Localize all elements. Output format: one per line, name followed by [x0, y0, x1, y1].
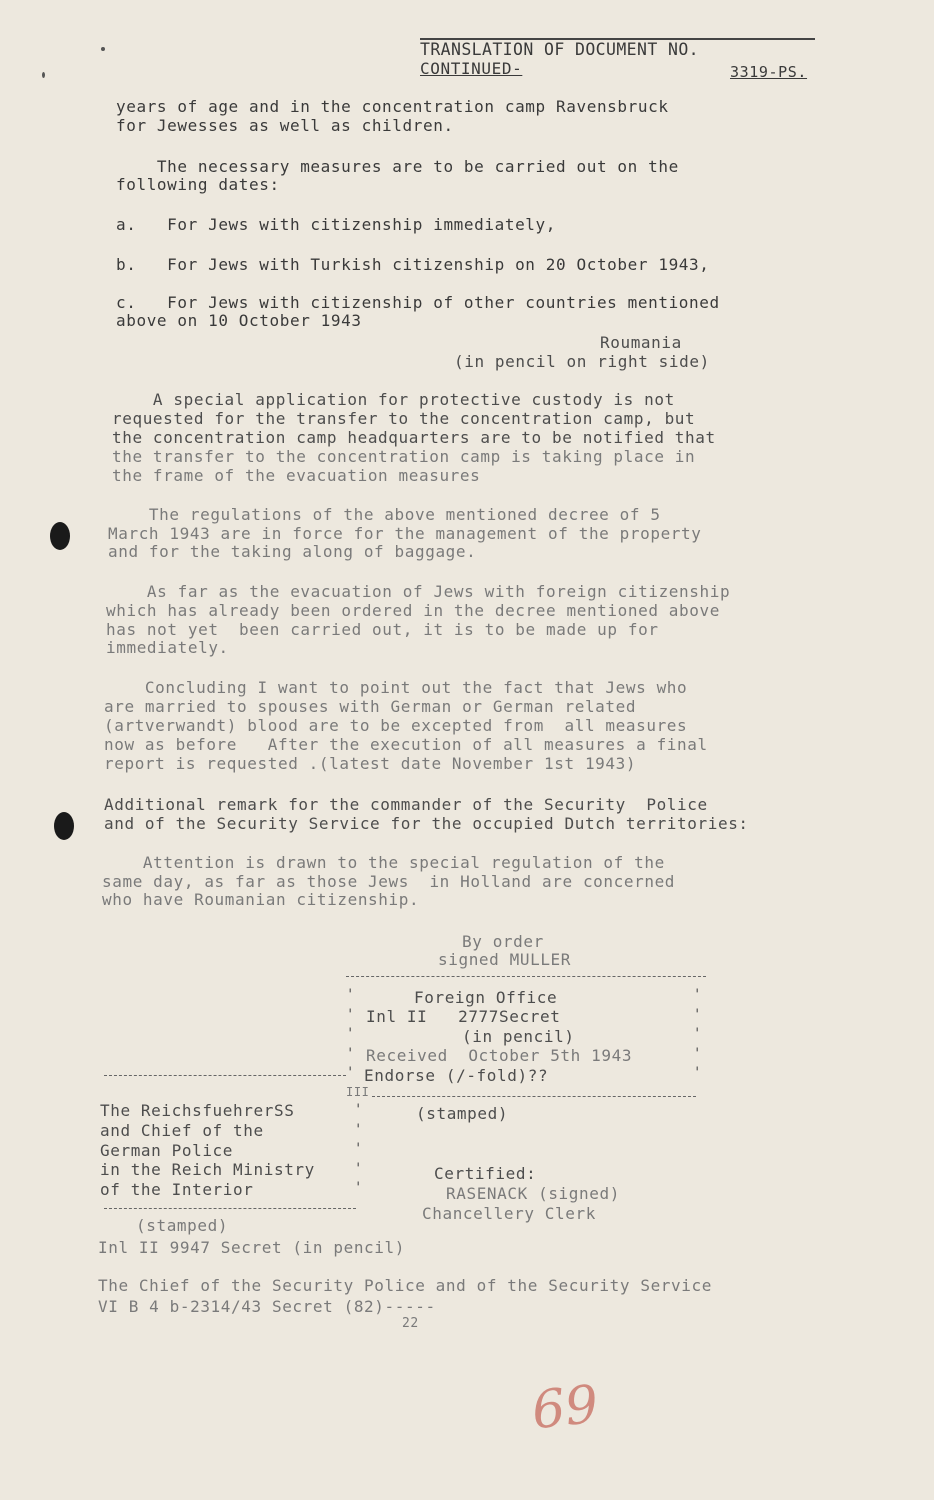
- item-c-line-1: c. For Jews with citizenship of other countries mentioned: [116, 293, 720, 312]
- attention-line-3: who have Roumanian citizenship.: [102, 890, 420, 909]
- concluding-line-4: now as before After the execution of all measures a final: [104, 735, 708, 754]
- certified-role: Chancellery Clerk: [422, 1204, 596, 1223]
- item-c-line-2: above on 10 October 1943: [116, 311, 362, 330]
- stamp-line-4: Received October 5th 1943: [366, 1046, 633, 1065]
- footer-line-2: VI B 4 b-2314/43 Secret (82)-----: [98, 1297, 436, 1316]
- evacuation-line-2: which has already been ordered in the decree mentioned above: [106, 601, 720, 620]
- custody-line-5: the frame of the evacuation measures: [112, 466, 481, 485]
- regulations-line-3: and for the taking along of baggage.: [108, 542, 477, 561]
- intro-line-1: years of age and in the concentration camp Ravensbruck: [116, 97, 669, 116]
- stamp-box-top: [346, 976, 706, 977]
- punch-hole-bottom: [54, 812, 74, 840]
- additional-line-1: Additional remark for the commander of the Security Police: [104, 795, 708, 814]
- footer-page-number: 22: [402, 1316, 419, 1331]
- certified-label: Certified:: [434, 1164, 537, 1183]
- continued-label: CONTINUED-: [420, 59, 523, 78]
- measures-line-1: The necessary measures are to be carried out on the: [116, 157, 679, 176]
- document-number: 3319-PS.: [730, 63, 808, 81]
- lower-left-line-1: The ReichsfuehrerSS: [100, 1101, 295, 1120]
- intro-line-2: for Jewesses as well as children.: [116, 116, 454, 135]
- stamp-marks: III: [346, 1085, 370, 1099]
- concluding-line-1: Concluding I want to point out the fact that Jews who: [104, 678, 688, 697]
- stamp-line-3: (in pencil): [462, 1027, 575, 1046]
- item-b: b. For Jews with Turkish citizenship on 20 October 1943,: [116, 255, 710, 274]
- custody-line-2: requested for the transfer to the concentration camp, but: [112, 409, 696, 428]
- by-order: By order: [462, 932, 544, 951]
- evacuation-line-4: immediately.: [106, 638, 229, 657]
- additional-line-2: and of the Security Service for the occupied Dutch territories:: [104, 814, 749, 833]
- item-a: a. For Jews with citizenship immediately,: [116, 215, 557, 234]
- lower-left-line-4: in the Reich Ministry: [100, 1160, 315, 1179]
- stamp-box-left-ticks: ' ' ' ' ': [346, 987, 355, 1081]
- pencil-note-line-2: (in pencil on right side): [454, 352, 710, 371]
- concluding-line-5: report is requested .(latest date November 1st 1943): [104, 754, 637, 773]
- stamp-left-rule: [104, 1075, 346, 1076]
- handwritten-page-number: 69: [529, 1374, 602, 1442]
- stamp-line-2: Inl II 2777Secret: [366, 1007, 561, 1026]
- lower-left-line-3: German Police: [100, 1141, 234, 1160]
- header-rule: [420, 38, 815, 40]
- evacuation-line-3: has not yet been carried out, it is to be made up for: [106, 620, 659, 639]
- measures-line-2: following dates:: [116, 175, 280, 194]
- footer-line-1: The Chief of the Security Police and of the Security Service: [98, 1276, 712, 1295]
- stamp-line-1: Foreign Office: [414, 988, 558, 1007]
- lower-left-line-2: and Chief of the: [100, 1121, 264, 1140]
- custody-line-4: the transfer to the concentration camp is taking place in: [112, 447, 696, 466]
- lower-left-ref: Inl II 9947 Secret (in pencil): [98, 1238, 405, 1257]
- regulations-line-2: March 1943 are in force for the management of the property: [108, 524, 702, 543]
- stamp-line-5: Endorse (/-fold)??: [364, 1066, 549, 1085]
- custody-line-1: A special application for protective custody is not: [112, 390, 675, 409]
- stamp-box-bottom: [372, 1096, 696, 1097]
- attention-line-2: same day, as far as those Jews in Holland are concerned: [102, 872, 676, 891]
- evacuation-line-1: As far as the evacuation of Jews with foreign citizenship: [106, 582, 731, 601]
- stamp-box-right-ticks: ' ' ' ' ': [693, 987, 702, 1081]
- concluding-line-2: are married to spouses with German or German related: [104, 697, 637, 716]
- lower-left-rule: [104, 1208, 356, 1209]
- lower-left-stamped: (stamped): [136, 1216, 229, 1235]
- attention-line-1: Attention is drawn to the special regulation of the: [102, 853, 665, 872]
- punch-hole-top: [50, 522, 70, 550]
- lower-right-stamped: (stamped): [416, 1104, 509, 1123]
- lower-left-line-5: of the Interior: [100, 1180, 254, 1199]
- document-title: TRANSLATION OF DOCUMENT NO.: [420, 40, 700, 59]
- speck: [101, 47, 105, 51]
- speck: [42, 72, 45, 78]
- custody-line-3: the concentration camp headquarters are to be notified that: [112, 428, 716, 447]
- certified-name: RASENACK (signed): [446, 1184, 620, 1203]
- signed-name: signed MULLER: [438, 950, 572, 969]
- lower-left-ticks: ' ' ' ' ': [354, 1102, 363, 1196]
- regulations-line-1: The regulations of the above mentioned decree of 5: [108, 505, 661, 524]
- concluding-line-3: (artverwandt) blood are to be excepted from all measures: [104, 716, 688, 735]
- pencil-note-line-1: Roumania: [600, 333, 682, 352]
